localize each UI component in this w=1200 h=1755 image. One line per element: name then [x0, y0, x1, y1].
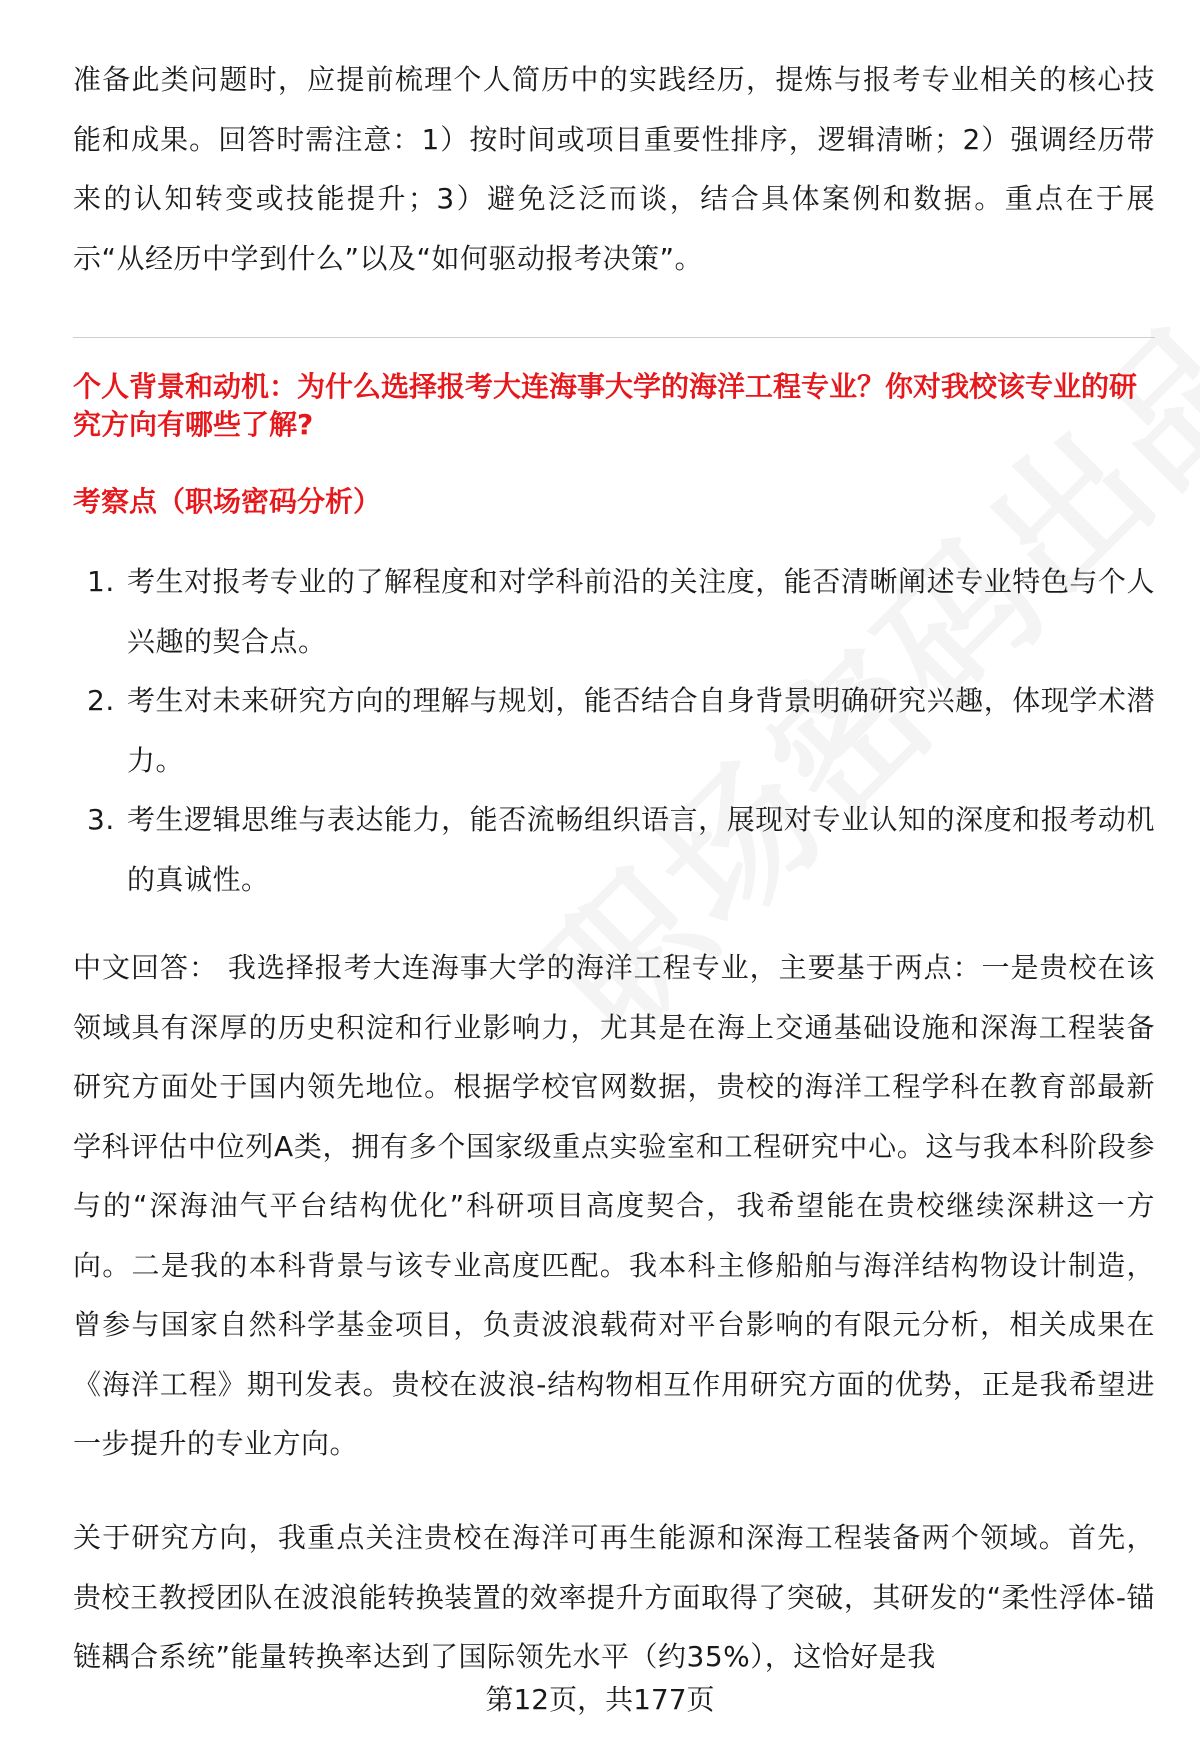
section-divider: [73, 337, 1155, 338]
list-item-number: 1.: [87, 565, 115, 598]
page-number-footer: 第12页，共177页: [485, 1683, 715, 1716]
list-item-text: 考生逻辑思维与表达能力，能否流畅组织语言，展现对专业认知的深度和报考动机的真诚性。: [127, 803, 1155, 896]
list-item-number: 2.: [87, 684, 115, 717]
question-heading: 个人背景和动机：为什么选择报考大连海事大学的海洋工程专业？你对我校该专业的研究方向有哪些了解?: [73, 370, 1138, 441]
answer-paragraph: 中文回答： 我选择报考大连海事大学的海洋工程专业，主要基于两点：一是贵校在该领域具有深厚的历史积淀和行业影响力，尤其是在海上交通基础设施和深海工程装备研究方面处于国内领先地位。根据学校官网数据，贵校的海洋工程学科在教育部最新学科评估中位列A类，拥有多个国家级重点实验室和工程研究中心。这与我本科阶段参与的“深海油气平台结构优化”科研项目高度契合，我希望能在贵校继续深耕这一方向。二是我的本科背景与该专业高度匹配。我本科主修船舶与海洋结构物设计制造，曾参与国家自然科学基金项目，负责波浪载荷对平台影响的有限元分析，相关成果在《海洋工程》期刊发表。贵校在波浪-结构物相互作用研究方面的优势，正是我希望进一步提升的专业方向。: [73, 951, 1155, 1460]
intro-paragraph: 准备此类问题时，应提前梳理个人简历中的实践经历，提炼与报考专业相关的核心技能和成果。回答时需注意：1）按时间或项目重要性排序，逻辑清晰；2）强调经历带来的认知转变或技能提升；3）避免泛泛而谈，结合具体案例和数据。重点在于展示“从经历中学到什么”以及“如何驱动报考决策”。: [73, 63, 1155, 275]
research-paragraph: 关于研究方向，我重点关注贵校在海洋可再生能源和深海工程装备两个领域。首先，贵校王教授团队在波浪能转换装置的效率提升方面取得了突破，其研发的“柔性浮体-锚链耦合系统”能量转换率达到了国际领先水平（约35%），这恰好是我: [73, 1521, 1155, 1673]
analysis-subheading: 考察点（职场密码分析）: [73, 485, 382, 518]
list-item: [73, 552, 1155, 671]
list-item: [73, 671, 1155, 790]
list-item: [73, 790, 1155, 909]
list-item-text: 考生对报考专业的了解程度和对学科前沿的关注度，能否清晰阐述专业特色与个人兴趣的契合点。: [127, 565, 1155, 658]
analysis-points-list: [73, 552, 1155, 909]
list-item-number: 3.: [87, 803, 115, 836]
list-item-text: 考生对未来研究方向的理解与规划，能否结合自身背景明确研究兴趣，体现学术潜力。: [127, 684, 1155, 777]
